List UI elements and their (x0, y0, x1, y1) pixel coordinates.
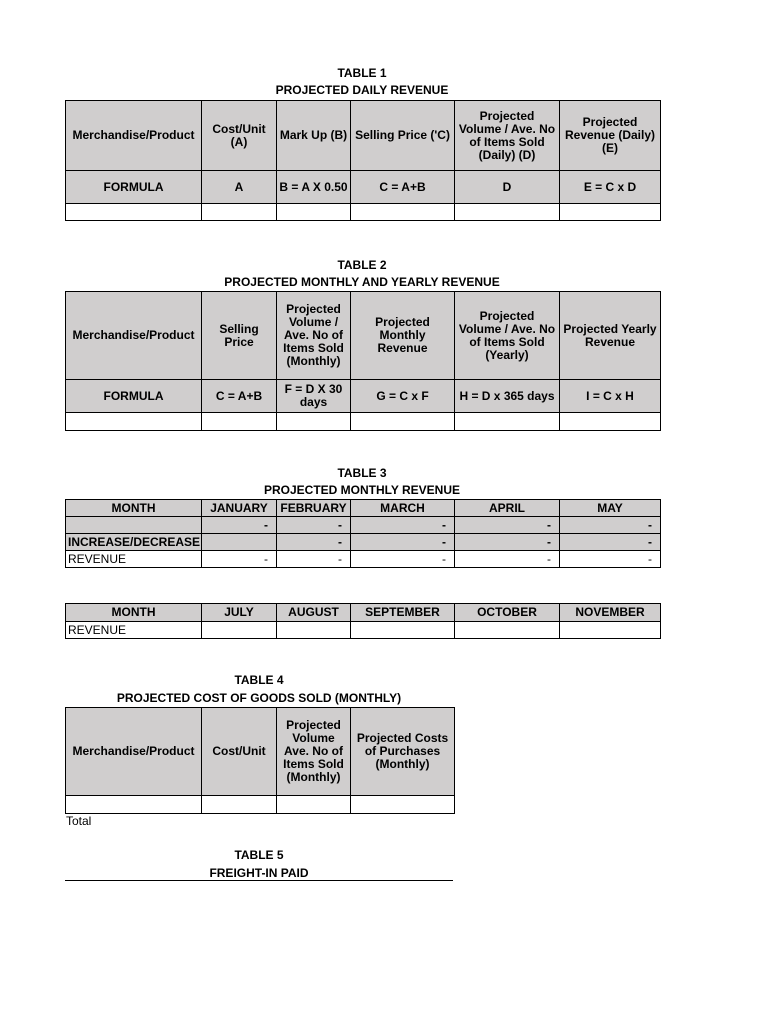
table-cell[interactable] (455, 204, 560, 221)
table1-formula-row (66, 171, 661, 204)
row-label: REVENUE (66, 622, 202, 639)
table1-formula-cell: A (202, 171, 277, 204)
month-cell: FEBRUARY (277, 500, 351, 517)
table4-header-cell: Projected Volume Ave. No of Items Sold (Monthly) (277, 708, 351, 796)
table2-title: TABLE 2 (337, 258, 387, 272)
table-cell: - (560, 517, 661, 534)
table3-row-revenue (66, 551, 661, 568)
table-cell[interactable] (560, 622, 661, 639)
table-cell (202, 534, 277, 551)
table1-header-cell: Mark Up (B) (277, 101, 351, 171)
table3-row-1 (66, 517, 661, 534)
month-cell: MARCH (351, 500, 455, 517)
table5-subtitle: FREIGHT-IN PAID (209, 866, 309, 880)
table-cell[interactable] (202, 413, 277, 431)
table-cell: - (351, 517, 455, 534)
table1-header-cell: Projected Volume / Ave. No of Items Sold (Daily) (D) (455, 101, 560, 171)
table2-formula-cell: FORMULA (66, 380, 202, 413)
table2-header-row (66, 292, 661, 380)
table-cell[interactable] (351, 796, 455, 814)
table-cell[interactable] (66, 413, 202, 431)
table2-header-cell: Merchandise/Product (66, 292, 202, 380)
row-label: REVENUE (66, 551, 202, 568)
table1-header-row (66, 101, 661, 171)
table-cell: - (560, 534, 661, 551)
table-cell: - (455, 534, 560, 551)
month-cell: MAY (560, 500, 661, 517)
table-cell[interactable] (202, 204, 277, 221)
table4-blank-row (66, 796, 455, 814)
month-cell: NOVEMBER (560, 604, 661, 622)
table2-formula-cell: I = C x H (560, 380, 661, 413)
table-cell[interactable] (277, 413, 351, 431)
table4-title: TABLE 4 (234, 673, 284, 687)
table4-subtitle: PROJECTED COST OF GOODS SOLD (MONTHLY) (116, 691, 402, 705)
month-cell: JULY (202, 604, 277, 622)
table1-formula-cell: B = A X 0.50 (277, 171, 351, 204)
table1 (65, 100, 661, 221)
table-cell[interactable] (202, 796, 277, 814)
table-cell: - (560, 551, 661, 568)
table-cell[interactable] (66, 204, 202, 221)
table3b-row-revenue (66, 622, 661, 639)
table1-blank-row (66, 204, 661, 221)
table3-continued (65, 603, 661, 639)
table-cell[interactable] (202, 622, 277, 639)
table-cell[interactable] (351, 204, 455, 221)
month-cell: AUGUST (277, 604, 351, 622)
table3-row-increase-decrease (66, 534, 661, 551)
table1-header-cell: Cost/Unit (A) (202, 101, 277, 171)
table2-header-cell: Selling Price (202, 292, 277, 380)
table2-header-cell: Projected Volume / Ave. No of Items Sold (Monthly) (277, 292, 351, 380)
month-cell: OCTOBER (455, 604, 560, 622)
table2-formula-cell: G = C x F (351, 380, 455, 413)
table5-underline (65, 880, 453, 881)
table2-header-cell: Projected Volume / Ave. No of Items Sold (Yearly) (455, 292, 560, 380)
table-cell: - (351, 534, 455, 551)
table4-header-row (66, 708, 455, 796)
table-cell[interactable] (455, 622, 560, 639)
table-cell[interactable] (455, 413, 560, 431)
month-cell: JANUARY (202, 500, 277, 517)
table4-header-cell: Cost/Unit (202, 708, 277, 796)
table1-formula-cell: E = C x D (560, 171, 661, 204)
table-cell: - (351, 551, 455, 568)
table-cell: - (455, 551, 560, 568)
table1-formula-cell: FORMULA (66, 171, 202, 204)
table-cell: - (455, 517, 560, 534)
month-cell: SEPTEMBER (351, 604, 455, 622)
table-cell[interactable] (277, 796, 351, 814)
table3 (65, 499, 661, 568)
table3-title: TABLE 3 (337, 466, 387, 480)
row-label: INCREASE/DECREASE (66, 534, 202, 551)
table3b-month-row (66, 604, 661, 622)
table-cell[interactable] (277, 622, 351, 639)
table2-header-cell: Projected Yearly Revenue (560, 292, 661, 380)
table-cell[interactable] (351, 413, 455, 431)
table2-formula-cell: C = A+B (202, 380, 277, 413)
table4-total-label: Total (66, 814, 92, 828)
table-cell: - (202, 551, 277, 568)
table-cell: - (202, 517, 277, 534)
table2-blank-row (66, 413, 661, 431)
table-cell[interactable] (560, 413, 661, 431)
table-cell[interactable] (560, 204, 661, 221)
table2-formula-cell: H = D x 365 days (455, 380, 560, 413)
table-cell: - (277, 534, 351, 551)
table1-title: TABLE 1 (337, 66, 387, 80)
month-cell: APRIL (455, 500, 560, 517)
table2-subtitle: PROJECTED MONTHLY AND YEARLY REVENUE (224, 275, 500, 289)
table4 (65, 707, 455, 814)
table4-header-cell: Merchandise/Product (66, 708, 202, 796)
month-header: MONTH (66, 604, 202, 622)
table2-formula-cell: F = D X 30 days (277, 380, 351, 413)
table-cell[interactable] (277, 204, 351, 221)
table-cell: - (277, 517, 351, 534)
table1-header-cell: Merchandise/Product (66, 101, 202, 171)
table1-header-cell: Projected Revenue (Daily) (E) (560, 101, 661, 171)
table2-formula-row (66, 380, 661, 413)
table3-month-row (66, 500, 661, 517)
table-cell[interactable] (351, 622, 455, 639)
table1-formula-cell: C = A+B (351, 171, 455, 204)
table1-formula-cell: D (455, 171, 560, 204)
table2 (65, 291, 661, 431)
table4-header-cell: Projected Costs of Purchases (Monthly) (351, 708, 455, 796)
table2-header-cell: Projected Monthly Revenue (351, 292, 455, 380)
table5-title: TABLE 5 (234, 848, 284, 862)
month-header: MONTH (66, 500, 202, 517)
table1-subtitle: PROJECTED DAILY REVENUE (275, 83, 449, 97)
table-cell[interactable] (66, 796, 202, 814)
table-cell: - (277, 551, 351, 568)
row-label (66, 517, 202, 534)
table1-header-cell: Selling Price ('C) (351, 101, 455, 171)
table3-subtitle: PROJECTED MONTHLY REVENUE (263, 483, 461, 497)
